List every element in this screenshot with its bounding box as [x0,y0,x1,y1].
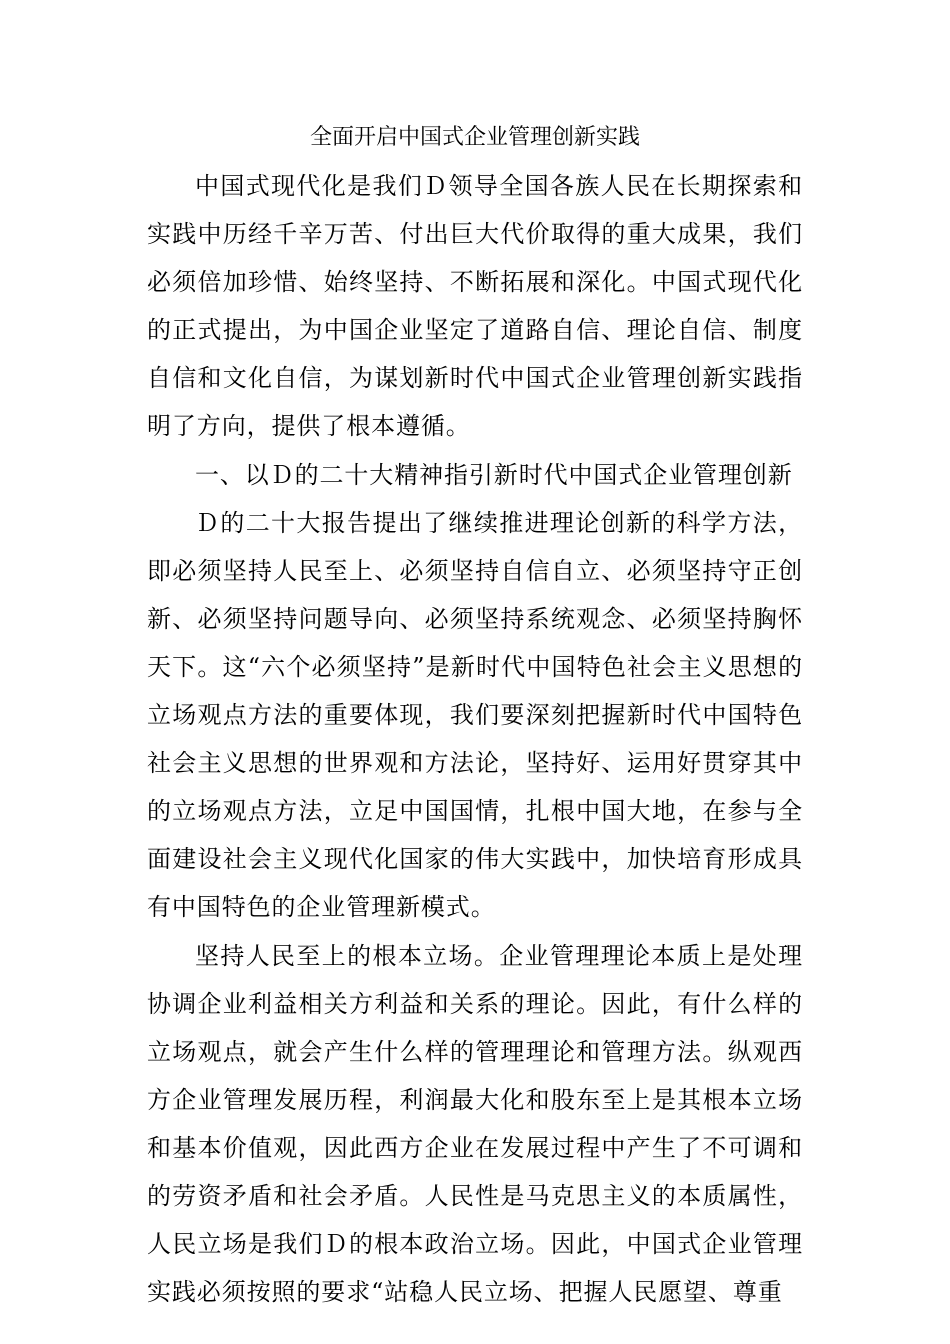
section-heading: 一、以Ｄ的二十大精神指引新时代中国式企业管理创新 [195,460,793,489]
paragraph-six-musts: Ｄ的二十大报告提出了继续推进理论创新的科学方法，即必须坚持人民至上、必须坚持自信自立、必须坚持守正创新、必须坚持问题导向、必须坚持系统观念、必须坚持胸怀天下。这“六个必须坚持”是新时代中国特色社会主义思想的立场观点方法的重要体现，我们要深刻把握新时代中国特色社会主义思想的世界观和方法论，坚持好、运用好贯穿其中的立场观点方法，立足中国国情，扎根中国大地，在参与全面建设社会主义现代化国家的伟大实践中，加快培育形成具有中国特色的企业管理新模式。 [147,508,803,922]
document-body [147,114,803,1316]
paragraph-people-first: 坚持人民至上的根本立场。企业管理理论本质上是处理协调企业利益相关方利益和关系的理论。因此，有什么样的立场观点，就会产生什么样的管理理论和管理方法。纵观西方企业管理发展历程，利润最大化和股东至上是其根本立场和基本价值观，因此西方企业在发展过程中产生了不可调和的劳资矛盾和社会矛盾。人民性是马克思主义的本质属性，人民立场是我们Ｄ的根本政治立场。因此，中国式企业管理实践必须按照的要求“站稳人民立场、把握人民愿望、尊重 [147,941,803,1307]
paragraph-intro: 中国式现代化是我们Ｄ领导全国各族人民在长期探索和实践中历经千辛万苦、付出巨大代价取得的重大成果，我们必须倍加珍惜、始终坚持、不断拓展和深化。中国式现代化的正式提出，为中国企业坚定了道路自信、理论自信、制度自信和文化自信，为谋划新时代中国式企业管理创新实践指明了方向，提供了根本遵循。 [147,172,803,441]
document-title: 全面开启中国式企业管理创新实践 [309,125,640,150]
